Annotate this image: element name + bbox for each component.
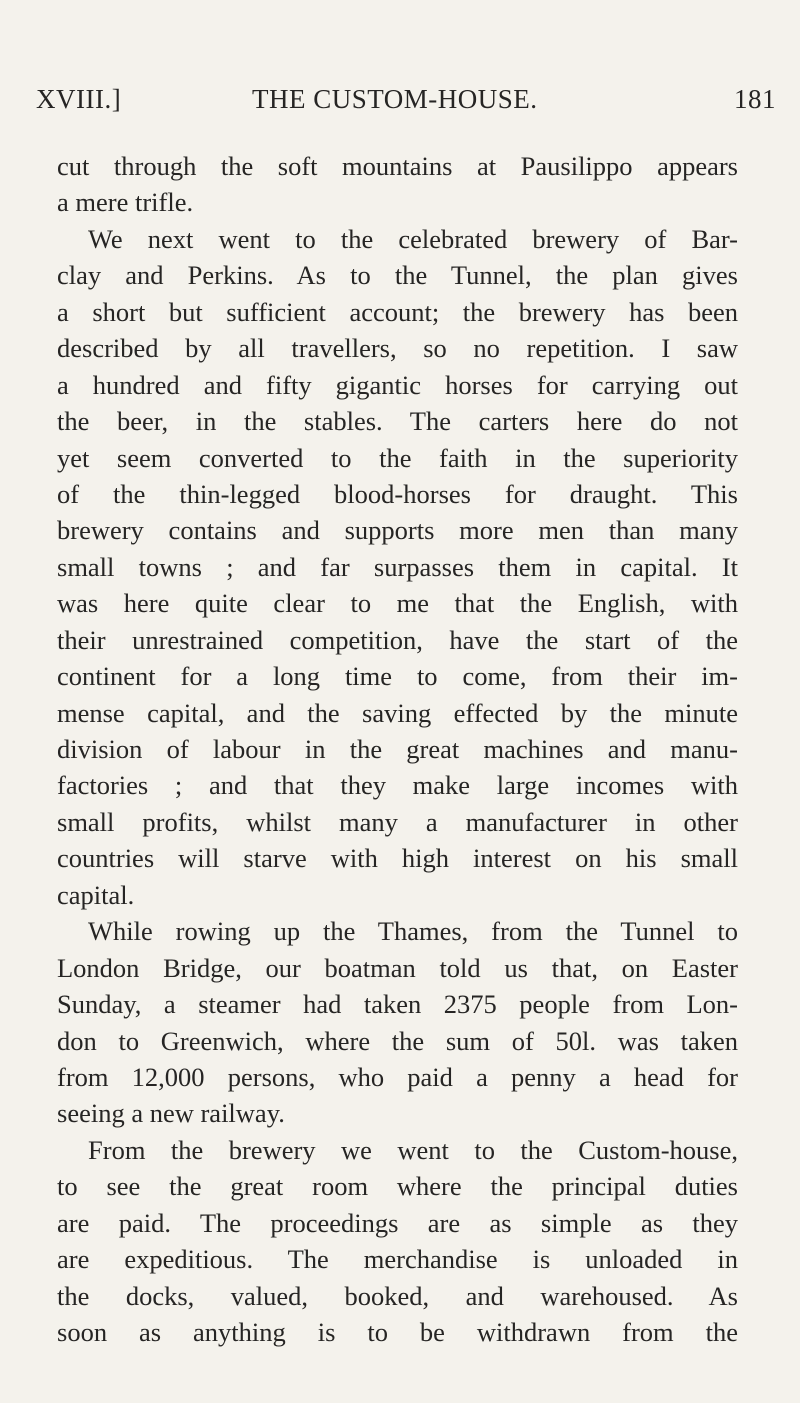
- text-line: small profits, whilst many a manufacturer in other: [57, 806, 738, 837]
- chapter-title: THE CUSTOM-HOUSE.: [252, 84, 538, 114]
- text-line: from 12,000 persons, who paid a penny a head for: [57, 1061, 738, 1092]
- text-line: Sunday, a steamer had taken 2375 people from Lon-: [57, 989, 738, 1020]
- text-line: a mere trifle.: [57, 187, 194, 218]
- text-line: a short but sufficient account; the brewery has been: [57, 296, 738, 327]
- text-line: the docks, valued, booked, and warehoused. As: [57, 1280, 738, 1311]
- text-line: brewery contains and supports more men than many: [57, 515, 738, 546]
- text-line: countries will starve with high interest on his small: [57, 843, 738, 874]
- text-line: don to Greenwich, where the sum of 50l. was taken: [57, 1025, 738, 1056]
- text-line: to see the great room where the principal duties: [57, 1171, 738, 1202]
- text-line: division of labour in the great machines and manu-: [57, 734, 738, 764]
- text-line: of the thin-legged blood-horses for draught. This: [57, 478, 738, 509]
- text-line: We next went to the celebrated brewery of Bar-: [88, 223, 738, 254]
- page-number: 181: [734, 84, 776, 114]
- body-text: [57, 148, 738, 1350]
- text-line: are paid. The proceedings are as simple as they: [57, 1207, 738, 1238]
- text-line: capital.: [57, 879, 135, 910]
- text-line: London Bridge, our boatman told us that, on Easter: [57, 952, 738, 983]
- text-line: cut through the soft mountains at Pausilippo appears: [57, 151, 738, 181]
- text-line: soon as anything is to be withdrawn from the: [57, 1317, 738, 1347]
- text-line: a hundred and fifty gigantic horses for carrying out: [57, 369, 738, 400]
- text-line: mense capital, and the saving effected by the minute: [57, 697, 738, 728]
- chapter-number: XVIII.]: [36, 84, 122, 114]
- text-line: yet seem converted to the faith in the superiority: [57, 442, 738, 473]
- text-line: described by all travellers, so no repetition. I saw: [57, 333, 738, 364]
- text-line: While rowing up the Thames, from the Tunnel to: [88, 916, 738, 947]
- text-line: was here quite clear to me that the English, with: [57, 588, 738, 619]
- text-line: are expeditious. The merchandise is unloaded in: [57, 1244, 738, 1275]
- text-line: seeing a new railway.: [57, 1098, 285, 1129]
- text-line: the beer, in the stables. The carters here do not: [57, 406, 738, 437]
- text-line: their unrestrained competition, have the start of the: [57, 624, 738, 655]
- text-line: factories ; and that they make large incomes with: [57, 770, 738, 801]
- text-line: From the brewery we went to the Custom-house,: [88, 1134, 738, 1165]
- text-line: clay and Perkins. As to the Tunnel, the plan gives: [57, 260, 738, 291]
- text-line: small towns ; and far surpasses them in capital. It: [57, 551, 738, 582]
- text-line: continent for a long time to come, from their im-: [57, 661, 738, 692]
- running-header: [36, 84, 776, 120]
